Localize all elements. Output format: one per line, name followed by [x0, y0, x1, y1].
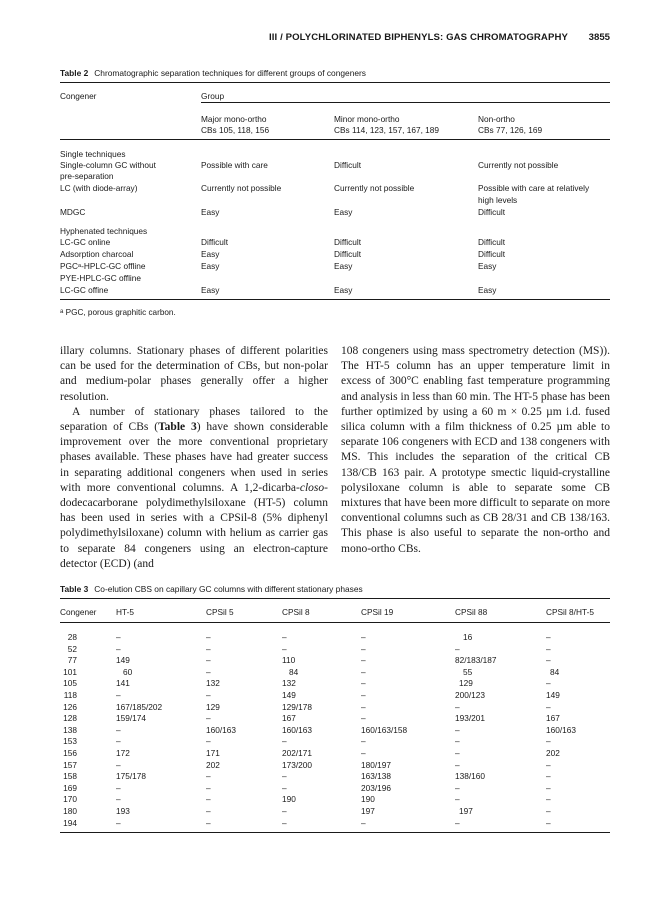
table-cell: 202: [546, 748, 560, 758]
table-cell: 138: [63, 724, 77, 735]
table-cell: –: [361, 701, 366, 712]
table-cell: –: [546, 643, 551, 654]
table-row: [60, 760, 610, 772]
table-cell: –: [206, 655, 211, 666]
table-row: [60, 783, 610, 795]
group-non-ortho: Non-ortho: [478, 114, 515, 124]
table-cell: –: [282, 782, 287, 793]
table-cell: 180/197: [361, 759, 391, 770]
table-cell: –: [546, 759, 551, 770]
table-cell: 193: [116, 806, 130, 816]
table-cell: 159/174: [116, 713, 146, 724]
table-cell: 200/123: [455, 690, 485, 700]
table-cell: 163/138: [361, 771, 391, 782]
table-cell: –: [116, 632, 121, 642]
header-title: III / POLYCHLORINATED BIPHENYLS: GAS CHROMATOGRAPHY: [269, 32, 568, 43]
table-cell: –: [282, 817, 287, 828]
table-cell: 203/196: [361, 782, 391, 793]
table-cell: –: [455, 817, 460, 828]
table-cell: 193/201: [455, 713, 485, 724]
table-cell: –: [282, 806, 287, 816]
table-cell: –: [546, 632, 551, 642]
table3-col-header: CPSil 88: [455, 607, 488, 617]
table-cell: 129: [459, 678, 473, 689]
table-row: [60, 702, 610, 714]
table2-caption-text: Chromatographic separation techniques for different groups of congeners: [94, 68, 366, 78]
table-cell: 60: [123, 666, 133, 677]
table-cell: 28: [67, 632, 77, 642]
table-cell: –: [546, 736, 551, 747]
table-cell: –: [361, 666, 366, 677]
group-non-cbs: CBs 77, 126, 169: [478, 125, 543, 135]
table-cell: –: [116, 724, 121, 735]
table3-label: Table 3: [60, 584, 89, 594]
table-cell: 167/185/202: [116, 701, 163, 712]
table2-header-rule: [60, 139, 610, 140]
table-cell: –: [116, 759, 121, 770]
table-cell: 84: [550, 666, 560, 677]
table-cell: –: [361, 736, 366, 747]
running-header: [60, 32, 610, 46]
table-cell: 82/183/187: [455, 655, 497, 666]
table3-col-header: CPSil 8: [282, 607, 310, 617]
table-cell: 202/171: [282, 748, 312, 758]
table-cell: 55: [463, 666, 473, 677]
table-cell: 138/160: [455, 771, 485, 782]
table3-col-header: CPSil 5: [206, 607, 234, 617]
table-cell: 132: [206, 678, 220, 689]
table-cell: 105: [63, 678, 77, 689]
paragraph-right-1: 108 congeners using mass spectrometry detection (MS)). The HT-5 column has an upper temperature limit in excess of 300°C enabling fast temperature programming and analysis in less than 60 min. The HT-5 phase has been further optimized by using a 60 m × 0.25 µm i.d. fused silica column with a film thickness of 0.25 µm able to separate 106 congeners with ECD and 138 congeners with MS. This includes the separation of the critical CB 138/CB 163 pair. A prototype smectic liquid-crystalline polysiloxane column is able to separate some CB mixtures that have been more difficult to separate on more conventional columns such as CB 28/31 and CB 138/163. This phase is also useful to separate the non-ortho and mono-ortho CBs.: [341, 345, 610, 555]
table-cell: 77: [67, 655, 77, 666]
table-cell: –: [206, 806, 211, 816]
table-row: [60, 818, 610, 830]
table-cell: 167: [282, 713, 296, 724]
footnote-text: PGC, porous graphitic carbon.: [65, 308, 176, 317]
group-minor-mono-ortho: Minor mono-ortho: [334, 114, 400, 124]
table-cell: 84: [289, 666, 299, 677]
table-cell: –: [546, 794, 551, 805]
table-cell: –: [361, 678, 366, 689]
table3-header-row: [60, 607, 610, 619]
table-cell: –: [455, 701, 460, 712]
table-row: [60, 713, 610, 725]
paragraph-left-1: illary columns. Stationary phases of different polarities can be used for the determination of CBs, but non-polar and medium-polar phases generally offer a higher resolution.: [60, 345, 328, 403]
table-cell: 160/163: [546, 724, 576, 735]
table-cell: 128: [63, 713, 77, 724]
table-cell: –: [546, 817, 551, 828]
table-cell: –: [361, 643, 366, 654]
table-row: [60, 678, 610, 690]
table-cell: –: [116, 643, 121, 654]
table-cell: 172: [116, 748, 130, 758]
table-cell: –: [546, 782, 551, 793]
table-cell: –: [206, 794, 211, 805]
table-cell: –: [361, 632, 366, 642]
table-cell: –: [361, 655, 366, 666]
table3-col-header: Congener: [60, 607, 97, 617]
body-column-right: [341, 344, 610, 557]
paragraph-left-2: A number of stationary phases tailored to the separation of CBs (Table 3) have shown considerable improvement over the more conventional proprietary phases available. These phases have had greater success in separating additional congeners when used in series with more conventional columns. A 1,2-dicarba-closo-dodecacarborane polydimethylsiloxane (HT-5) column has been used in series with a CPSil-8 (5% diphenyl polydimethylsiloxane) column with helium as carrier gas to separate 84 congeners using an electron-capture detector (ECD) (and: [60, 405, 328, 570]
table2-label: Table 2: [60, 68, 89, 78]
table-cell: 167: [546, 713, 560, 724]
table3-bottom-rule: [60, 832, 610, 833]
table3-col-header: CPSil 19: [361, 607, 394, 617]
table-cell: 129: [206, 701, 220, 712]
table3-caption: [60, 584, 363, 594]
table-cell: –: [206, 817, 211, 828]
table-row: [60, 655, 610, 667]
table-cell: –: [361, 713, 366, 724]
table-cell: –: [206, 782, 211, 793]
table-cell: –: [206, 690, 211, 700]
table-cell: 149: [116, 655, 130, 666]
table-cell: 160/163: [282, 724, 312, 735]
table-cell: –: [282, 632, 287, 642]
table-cell: 52: [67, 643, 77, 654]
table-cell: 156: [63, 748, 77, 758]
table-cell: 160/163: [206, 724, 236, 735]
table-cell: –: [455, 748, 460, 758]
table-cell: 141: [116, 678, 130, 689]
page-number: 3855: [588, 32, 610, 43]
body-column-left: [60, 344, 328, 572]
table-row: [60, 794, 610, 806]
table2-col-congener: Congener: [60, 91, 97, 101]
table-cell: 149: [282, 690, 296, 700]
table-row: [60, 667, 610, 679]
table-cell: 180: [63, 806, 77, 816]
table3-caption-text: Co-elution CBS on capillary GC columns with different stationary phases: [94, 584, 363, 594]
table-cell: 157: [63, 759, 77, 770]
table-cell: –: [455, 794, 460, 805]
table-cell: –: [546, 655, 551, 666]
table-cell: 171: [206, 748, 220, 758]
table3-reference-link[interactable]: Table 3: [158, 421, 197, 434]
table-cell: –: [361, 748, 366, 758]
table2-caption: [60, 68, 366, 78]
table-cell: 169: [63, 782, 77, 793]
table-cell: –: [116, 690, 121, 700]
table-cell: –: [455, 782, 460, 793]
table2-group-rule: [201, 102, 610, 103]
table2-col-group: Group: [201, 91, 225, 101]
table-cell: 190: [361, 794, 375, 805]
table-row: [60, 736, 610, 748]
footnote-mark: a: [60, 309, 64, 315]
table-cell: 129/178: [282, 701, 312, 712]
table-cell: –: [546, 678, 551, 689]
table-cell: 197: [361, 806, 375, 816]
table-cell: –: [116, 794, 121, 805]
table-cell: 170: [63, 794, 77, 805]
table-cell: 173/200: [282, 759, 312, 770]
table-cell: 153: [63, 736, 77, 747]
table-cell: –: [455, 724, 460, 735]
table-row: [60, 632, 610, 644]
table-cell: –: [455, 643, 460, 654]
table2-footnote: [60, 308, 176, 317]
table-cell: –: [546, 771, 551, 782]
table-cell: –: [116, 736, 121, 747]
table-row: [60, 748, 610, 760]
table-cell: –: [546, 806, 551, 816]
table-row: [60, 806, 610, 818]
table-cell: –: [455, 759, 460, 770]
table-cell: –: [361, 817, 366, 828]
group-major-cbs: CBs 105, 118, 156: [201, 125, 270, 135]
table-cell: 175/178: [116, 771, 146, 782]
table-cell: 110: [282, 655, 296, 666]
table-cell: 190: [282, 794, 296, 805]
table-row: [60, 725, 610, 737]
table-cell: –: [206, 632, 211, 642]
group-minor-cbs: CBs 114, 123, 157, 167, 189: [334, 125, 440, 135]
table-cell: 194: [63, 817, 77, 828]
table-cell: 197: [459, 806, 473, 816]
group-major-mono-ortho: Major mono-ortho: [201, 114, 267, 124]
table3-col-header: HT-5: [116, 607, 134, 617]
table-cell: –: [206, 643, 211, 654]
table-cell: 101: [63, 666, 77, 677]
table3-header-rule: [60, 622, 610, 623]
table-cell: –: [455, 736, 460, 747]
table3-top-rule: [60, 598, 610, 599]
table-row: [60, 644, 610, 656]
table-cell: 149: [546, 690, 560, 700]
table-cell: –: [116, 817, 121, 828]
table-cell: –: [116, 782, 121, 793]
table-cell: –: [361, 690, 366, 700]
table-cell: –: [206, 713, 211, 724]
table-cell: 202: [206, 759, 220, 770]
table-cell: –: [282, 771, 287, 782]
table-cell: 118: [63, 690, 77, 700]
table-cell: 16: [463, 632, 473, 642]
table2-bottom-rule: [60, 299, 610, 300]
table-row: [60, 771, 610, 783]
table-row: [60, 690, 610, 702]
table-cell: 126: [63, 701, 77, 712]
table-cell: –: [206, 666, 211, 677]
table-cell: –: [206, 771, 211, 782]
table3-col-header: CPSil 8/HT-5: [546, 607, 594, 617]
table-cell: 132: [282, 678, 296, 689]
table-cell: –: [546, 701, 551, 712]
table-cell: 160/163/158: [361, 724, 408, 735]
table-cell: –: [282, 643, 287, 654]
table2-top-rule: [60, 82, 610, 83]
table-cell: –: [282, 736, 287, 747]
table-cell: –: [206, 736, 211, 747]
table-cell: 158: [63, 771, 77, 782]
